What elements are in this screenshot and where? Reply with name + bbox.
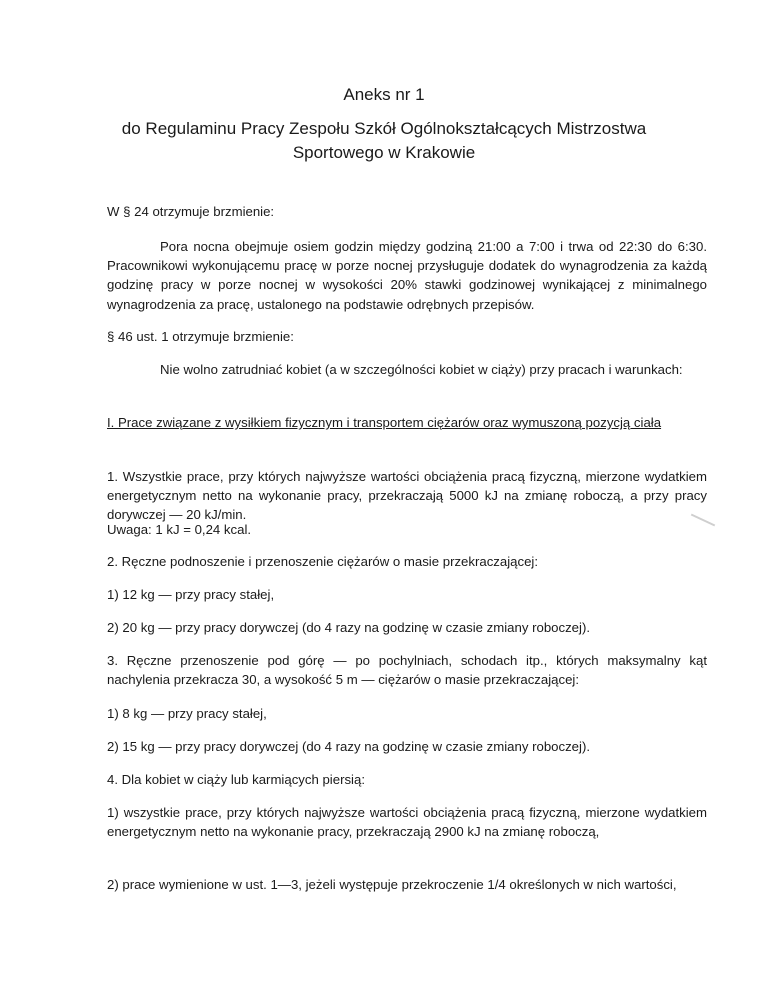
paragraph-night-time: Pora nocna obejmuje osiem godzin między godziną 21:00 a 7:00 i trwa od 22:30 do 6:30. Pracownikowi wykonującemu pracę w porze nocnej przysługuje dodatek do wynagrodzenia za każdą godzinę pracy w porze nocnej w wysokości 20% stawki godzinowej wynikającej z minimalnego wynagrodzenia za pracę, ustalonego na podstawie odrębnych przepisów.	[107, 239, 707, 312]
paragraph-p46-intro: § 46 ust. 1 otrzymuje brzmienie:	[107, 329, 294, 344]
list-item-3: 3. Ręczne przenoszenie pod górę — po pochylniach, schodach itp., których maksymalny kąt nachylenia przekracza 30, a wysokość 5 m — ciężarów o masie przekraczającej:	[107, 653, 707, 688]
list-item-3-2: 2) 15 kg — przy pracy dorywczej (do 4 razy na godzinę w czasie zmiany roboczej).	[107, 739, 591, 754]
document-subtitle-line1: do Regulaminu Pracy Zespołu Szkół Ogólnokształcących Mistrzostwa	[121, 119, 647, 138]
list-item-2-2: 2) 20 kg — przy pracy dorywczej (do 4 razy na godzinę w czasie zmiany roboczej).	[107, 620, 591, 635]
list-item-4: 4. Dla kobiet w ciąży lub karmiących piersią:	[107, 772, 365, 787]
list-item-3-1: 1) 8 kg — przy pracy stałej,	[107, 706, 267, 721]
paragraph-prohibition: Nie wolno zatrudniać kobiet (a w szczególności kobiet w ciąży) przy pracach i warunkach:	[160, 362, 683, 377]
note-kcal: Uwaga: 1 kJ = 0,24 kcal.	[107, 522, 252, 537]
paragraph-p24-intro: W § 24 otrzymuje brzmienie:	[107, 204, 275, 219]
list-item-2: 2. Ręczne podnoszenie i przenoszenie ciężarów o masie przekraczającej:	[107, 554, 539, 569]
list-item-4-1: 1) wszystkie prace, przy których najwyższe wartości obciążenia pracą fizyczną, mierzone wydatkiem energetycznym netto na wykonanie pracy, przekraczają 2900 kJ na zmianę roboczą,	[107, 805, 707, 840]
document-heading: Aneks nr 1	[343, 85, 425, 104]
section-heading-physical-work: I. Prace związane z wysiłkiem fizycznym i transportem ciężarów oraz wymuszoną pozycją ciała	[107, 415, 662, 430]
list-item-4-2: 2) prace wymienione w ust. 1—3, jeżeli występuje przekroczenie 1/4 określonych w nich wartości,	[107, 877, 677, 892]
list-item-2-1: 1) 12 kg — przy pracy stałej,	[107, 587, 275, 602]
document-subtitle-line2: Sportowego w Krakowie	[292, 143, 476, 162]
list-item-1: 1. Wszystkie prace, przy których najwyższe wartości obciążenia pracą fizyczną, mierzone wydatkiem energetycznym netto na wykonanie pracy, przekraczają 5000 kJ na zmianę roboczą, a przy pracy dorywczej — 20 kJ/min.	[107, 469, 707, 523]
